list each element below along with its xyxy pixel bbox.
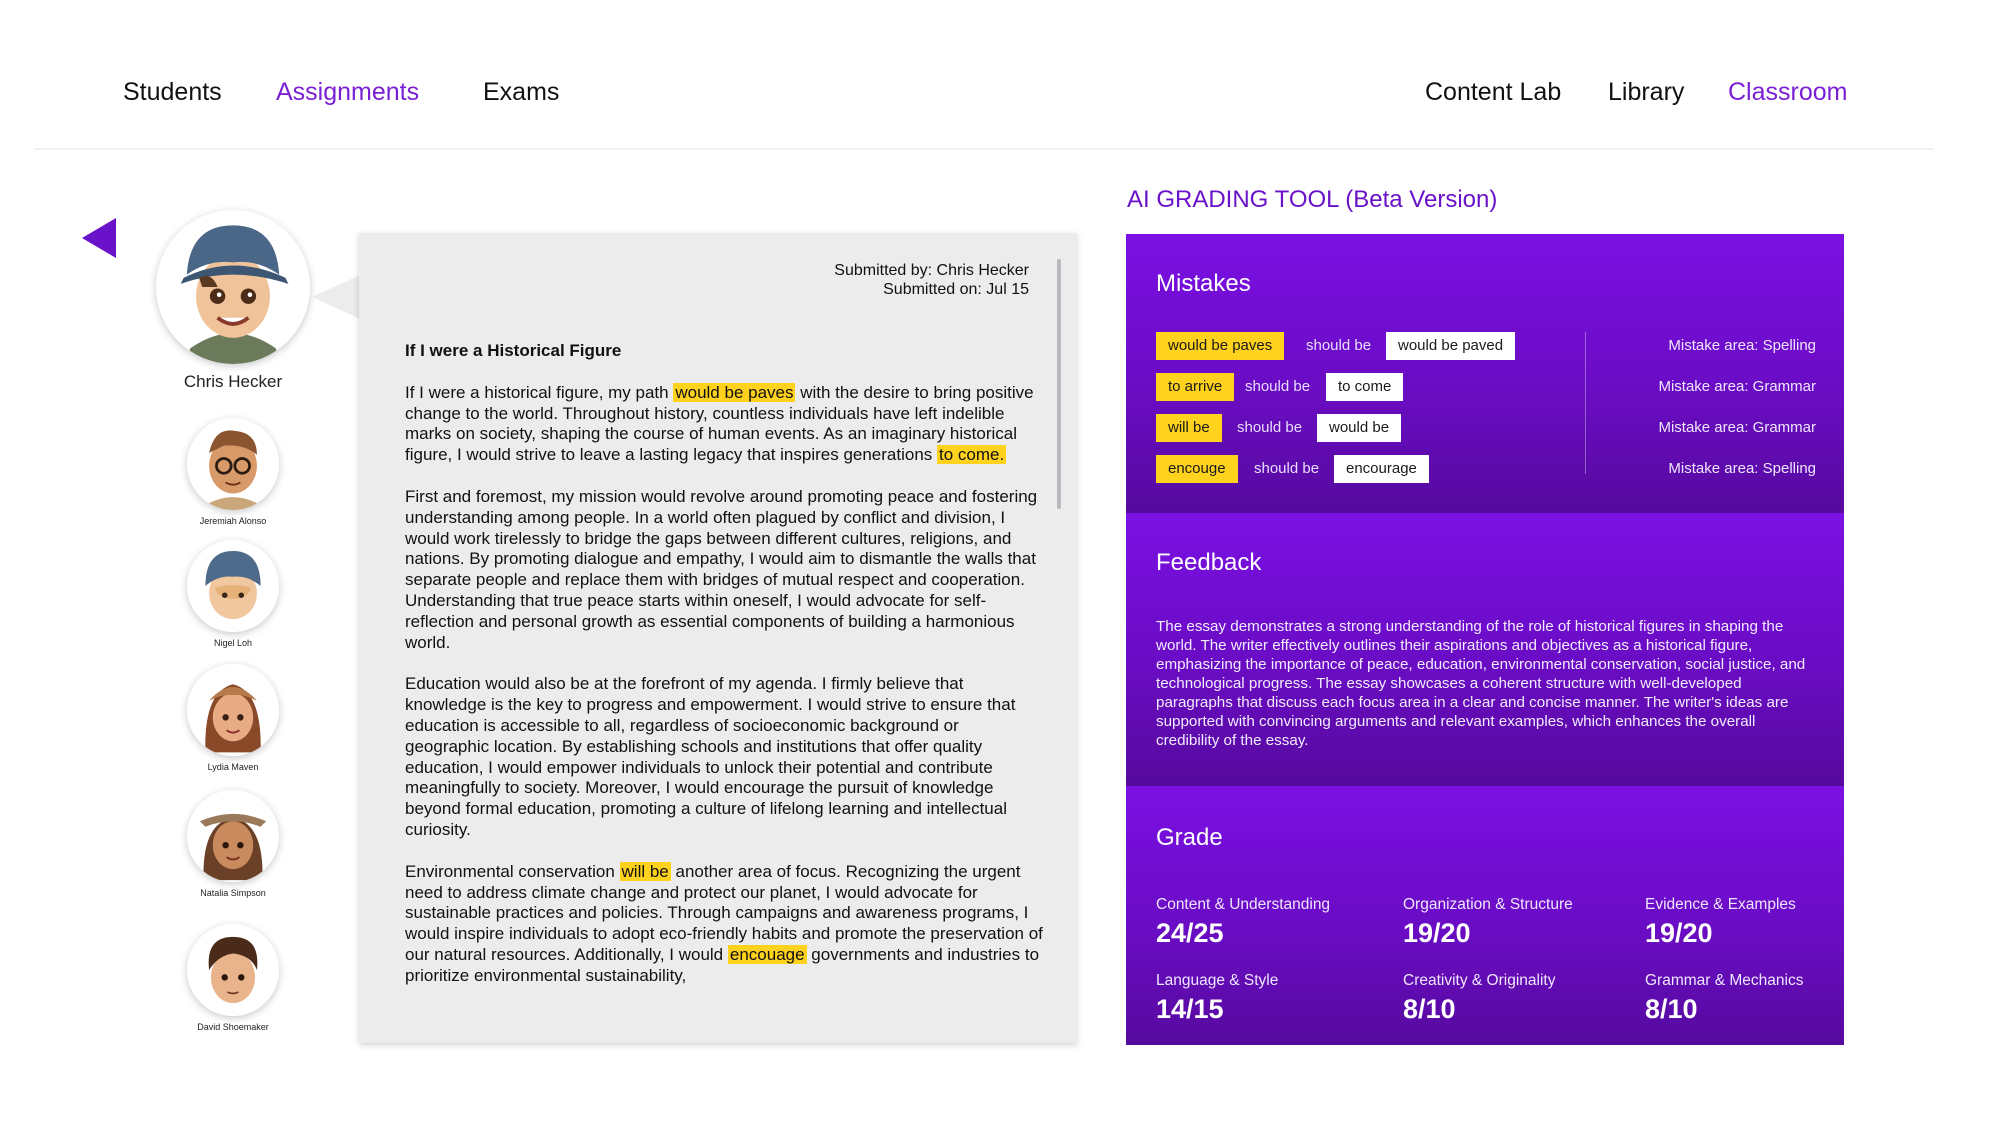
grade-value: 8/10 — [1403, 994, 1456, 1024]
essay-document[interactable] — [359, 233, 1077, 1043]
mistakes-panel — [1126, 234, 1844, 513]
mistake-row[interactable] — [1156, 373, 1816, 401]
submission-info — [834, 261, 1029, 299]
grade-label: Creativity & Originality — [1403, 972, 1556, 989]
student-name: David Shoemaker — [197, 1022, 269, 1032]
essay-text: If I were a historical figure, my path — [405, 382, 669, 402]
feedback-text: The essay demonstrates a strong understanding of the role of historical figures in shaping the world. The writer effectively outlines their aspirations and objectives as a historical figure, emphasizing the importance of peace, education, environmental conservation, social justice, and technological progress. The essay showcases a coherent structure with well-developed paragraphs that discuss each focus area in a clear and concise manner. The writer's ideas are supported with convincing arguments and relevant examples, which enhances the overall credibility of the essay. — [1156, 618, 1806, 749]
nav-students[interactable]: Students — [123, 78, 222, 106]
grade-label: Evidence & Examples — [1645, 896, 1796, 913]
mistake-highlight[interactable]: encouage — [729, 944, 805, 964]
speech-pointer — [312, 275, 360, 319]
mistake-correction: would be — [1317, 414, 1401, 442]
student-item[interactable] — [150, 790, 316, 898]
mistakes-heading: Mistakes — [1156, 270, 1251, 297]
avatar-nigel-loh — [187, 540, 279, 632]
should-be-label: should be — [1306, 337, 1372, 354]
avatar-david-shoemaker — [187, 924, 279, 1016]
submitted-by: Submitted by: Chris Hecker — [834, 262, 1029, 279]
mistake-row[interactable] — [1156, 455, 1816, 483]
essay-paragraph: Education would also be at the forefront of my agenda. I firmly believe that knowledge is the key to progress and empowerment. I would strive to ensure that education is accessible to all, regardless of socioeconomic background or geographic location. By establishing schools and institutions that offer quality education, I would empower individuals to unlock their potential and contribute meaningfully to society. Moreover, I would encourage the pursuit of knowledge beyond formal education, promoting a culture of lifelong learning and intellectual curiosity. — [405, 674, 1016, 839]
nav-classroom[interactable]: Classroom — [1728, 78, 1848, 106]
grade-item — [1403, 972, 1555, 1025]
avatar-chris-hecker — [156, 210, 310, 364]
essay-text: another area of focus. Recognizing the urgent need to address climate change and protect our planet, I would advocate for sustainable practices and policies. Through campaigns and awareness programs, I would inspire individuals to adopt eco-friendly habits and promote the preservation of our natural resources. Additionally, I would — [405, 861, 1043, 964]
mistake-correction: would be paved — [1386, 332, 1515, 360]
mistake-row[interactable] — [1156, 414, 1816, 442]
essay-text: governments and industries to prioritize environmental sustainability, — [405, 944, 1040, 985]
back-arrow-icon[interactable] — [82, 218, 116, 258]
feedback-heading: Feedback — [1156, 549, 1262, 576]
mistake-area: Mistake area: Grammar — [1658, 419, 1816, 436]
student-item[interactable] — [150, 540, 316, 648]
essay-paragraph — [405, 383, 1045, 466]
grade-label: Organization & Structure — [1403, 896, 1573, 913]
student-name-selected: Chris Hecker — [183, 372, 283, 391]
student-name: Natalia Simpson — [200, 888, 266, 898]
grade-item — [1645, 896, 1796, 949]
grade-label: Content & Understanding — [1156, 896, 1331, 913]
essay-text: Environmental conservation — [405, 861, 615, 881]
grade-heading: Grade — [1156, 824, 1223, 851]
nav-divider — [34, 148, 1934, 150]
mistake-highlight[interactable]: will be — [621, 861, 669, 881]
mistake-area: Mistake area: Grammar — [1658, 378, 1816, 395]
grade-value: 8/10 — [1645, 994, 1698, 1024]
grade-value: 19/20 — [1403, 918, 1471, 948]
grade-label: Language & Style — [1156, 972, 1279, 989]
grade-value: 19/20 — [1645, 918, 1713, 948]
top-nav — [0, 0, 2000, 150]
nav-assignments[interactable]: Assignments — [276, 78, 420, 106]
grade-item — [1403, 896, 1573, 949]
should-be-label: should be — [1254, 460, 1320, 477]
mistake-wrong: encouge — [1156, 455, 1238, 483]
mistake-wrong: to arrive — [1156, 373, 1234, 401]
mistake-wrong: will be — [1156, 414, 1222, 442]
mistake-highlight[interactable]: to come. — [939, 445, 1005, 465]
nav-exams[interactable]: Exams — [483, 78, 560, 106]
nav-library[interactable]: Library — [1608, 78, 1685, 106]
grade-item — [1645, 972, 1803, 1025]
tool-title: AI GRADING TOOL (Beta Version) — [1127, 186, 1498, 213]
essay-scrollbar[interactable] — [1057, 259, 1061, 509]
essay-paragraph — [405, 862, 1045, 987]
grade-item — [1156, 972, 1278, 1025]
mistake-highlight[interactable]: would be paves — [675, 382, 794, 402]
should-be-label: should be — [1237, 419, 1303, 436]
mistake-area: Mistake area: Spelling — [1668, 460, 1816, 477]
nav-content-lab[interactable]: Content Lab — [1425, 78, 1562, 106]
student-name: Lydia Maven — [207, 762, 259, 772]
student-item[interactable] — [150, 924, 316, 1032]
mistake-correction: encourage — [1334, 455, 1429, 483]
mistake-correction: to come — [1326, 373, 1403, 401]
mistakes-divider — [1585, 332, 1586, 474]
feedback-panel — [1126, 513, 1844, 786]
mistake-area: Mistake area: Spelling — [1668, 337, 1816, 354]
grade-value: 14/15 — [1156, 994, 1224, 1024]
avatar-lydia-maven — [187, 664, 279, 756]
essay-text: with the desire to bring positive change to the world. Throughout history, countless individuals have left indelible marks on society, shaping the course of human events. As an imaginary historical figure, I would strive to leave a lasting legacy that inspires generations — [405, 382, 1034, 465]
student-selected[interactable] — [150, 210, 316, 392]
essay-paragraph: First and foremost, my mission would revolve around promoting peace and fostering understanding among people. In a world often plagued by conflict and division, I would work tirelessly to bridge the gaps between different cultures, religions, and nations. By promoting dialogue and empathy, I would aim to dismantle the walls that separate people and replace them with bridges of mutual respect and cooperation. Understanding that true peace starts within oneself, I would advocate for self-reflection and personal growth as essential components of building a harmonious world. — [405, 486, 1038, 652]
student-name: Jeremiah Alonso — [199, 516, 267, 526]
avatar-natalia-simpson — [187, 790, 279, 882]
grade-item — [1156, 896, 1330, 949]
student-name: Nigel Loh — [213, 638, 253, 648]
student-item[interactable] — [150, 418, 316, 526]
student-item[interactable] — [150, 664, 316, 772]
mistake-wrong: would be paves — [1156, 332, 1284, 360]
grade-label: Grammar & Mechanics — [1645, 972, 1804, 989]
grade-value: 24/25 — [1156, 918, 1224, 948]
avatar-jeremiah-alonso — [187, 418, 279, 510]
mistake-row[interactable] — [1156, 332, 1816, 360]
essay-body — [405, 341, 1045, 1008]
submitted-on: Submitted on: Jul 15 — [883, 281, 1029, 298]
should-be-label: should be — [1245, 378, 1311, 395]
essay-title: If I were a Historical Figure — [405, 341, 622, 360]
grade-panel — [1126, 786, 1844, 1045]
